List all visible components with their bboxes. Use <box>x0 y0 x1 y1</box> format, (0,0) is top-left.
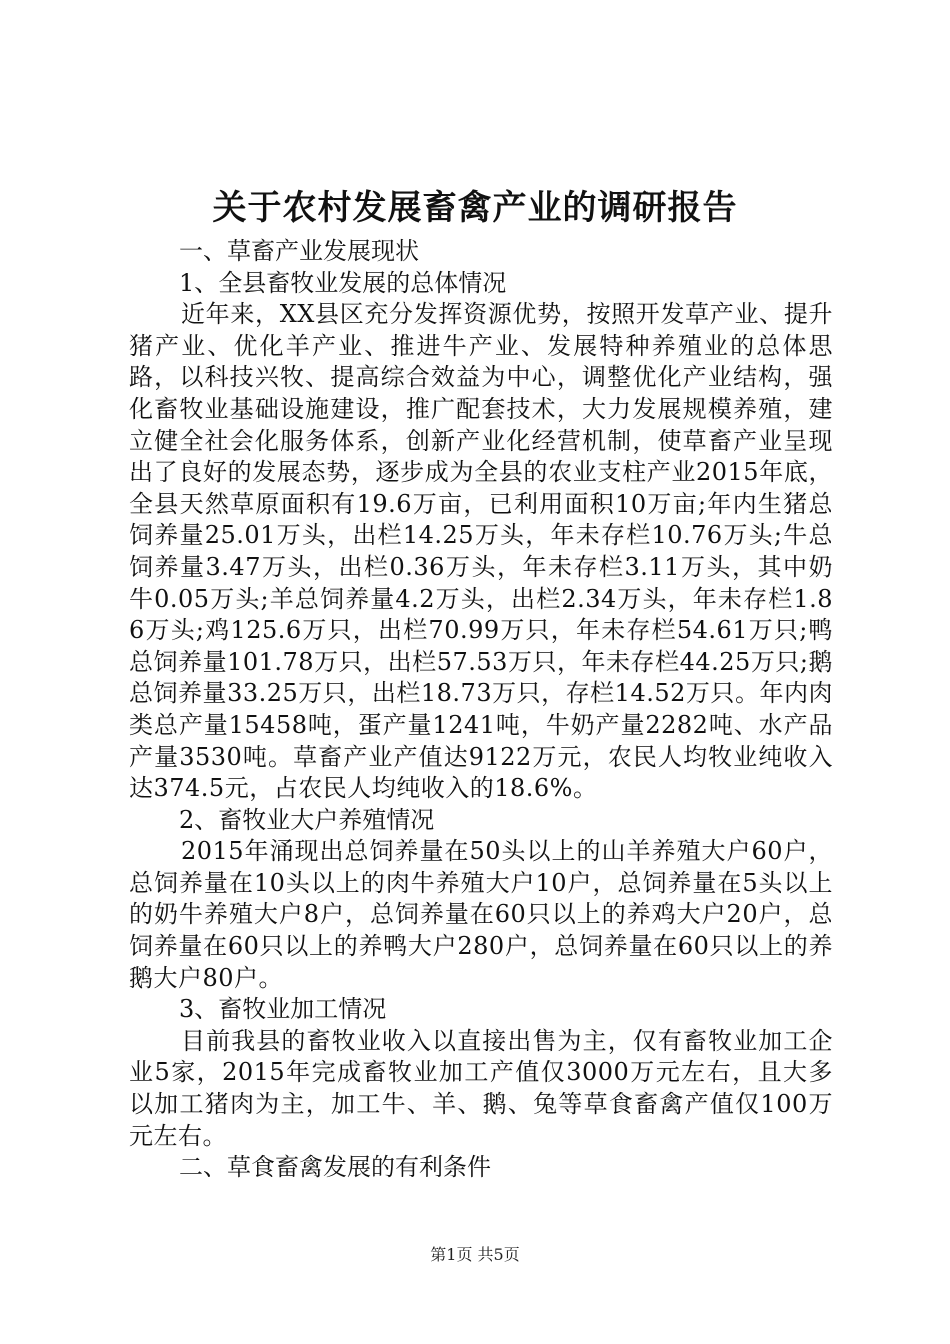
paragraph-overall: 近年来，XX县区充分发挥资源优势，按照开发草产业、提升猪产业、优化羊产业、推进牛产业、发展特种养殖业的总体思路，以科技兴牧、提高综合效益为中心，调整优化产业结构，强化畜牧业基础设施建设，推广配套技术，大力发展规模养殖，建立健全社会化服务体系，创新产业化经营机制，使草畜产业呈现出了良好的发展态势，逐步成为全县的农业支柱产业2015年底，全县天然草原面积有19.6万亩，已利用面积10万亩;年内生猪总饲养量25.01万头，出栏14.25万头，年未存栏10.76万头;牛总饲养量3.47万头，出栏0.36万头，年未存栏3.11万头，其中奶牛0.05万头;羊总饲养量4.2万头，出栏2.34万头，年未存栏1.86万头;鸡125.6万只，出栏70.99万只，年未存栏54.61万只;鸭总饲养量101.78万只，出栏57.53万只，年未存栏44.25万只;鹅总饲养量33.25万只，出栏18.73万只，存栏14.52万只。年内肉类总产量15458吨，蛋产量1241吨，牛奶产量2282吨、水产品产量3530吨。草畜产业产值达9122万元，农民人均牧业纯收入达374.5元，占农民人均纯收入的18.6%。 <box>129 300 833 803</box>
section-heading-conditions: 二、草食畜禽发展的有利条件 <box>179 1153 491 1182</box>
document-title: 关于农村发展畜禽产业的调研报告 <box>212 188 738 228</box>
subheading-large-farms: 2、畜牧业大户养殖情况 <box>179 805 435 834</box>
paragraph-processing: 目前我县的畜牧业收入以直接出售为主，仅有畜牧业加工企业5家，2015年完成畜牧业加工产值仅3000万元左右，且大多以加工猪肉为主，加工牛、羊、鹅、兔等草食畜禽产值仅100万元左右。 <box>129 1026 833 1150</box>
subheading-overall: 1、全县畜牧业发展的总体情况 <box>179 268 507 297</box>
subheading-processing: 3、畜牧业加工情况 <box>179 995 387 1024</box>
paragraph-large-farms: 2015年涌现出总饲养量在50头以上的山羊养殖大户60户，总饲养量在10头以上的肉牛养殖大户10户，总饲养量在5头以上的奶牛养殖大户8户，总饲养量在60只以上的养鸡大户20户，总饲养量在60只以上的养鸭大户280户，总饲养量在60只以上的养鹅大户80户。 <box>129 837 833 992</box>
page-number-footer: 第1页 共5页 <box>430 1245 520 1264</box>
document-body <box>129 236 833 1184</box>
section-heading-status: 一、草畜产业发展现状 <box>179 237 419 265</box>
